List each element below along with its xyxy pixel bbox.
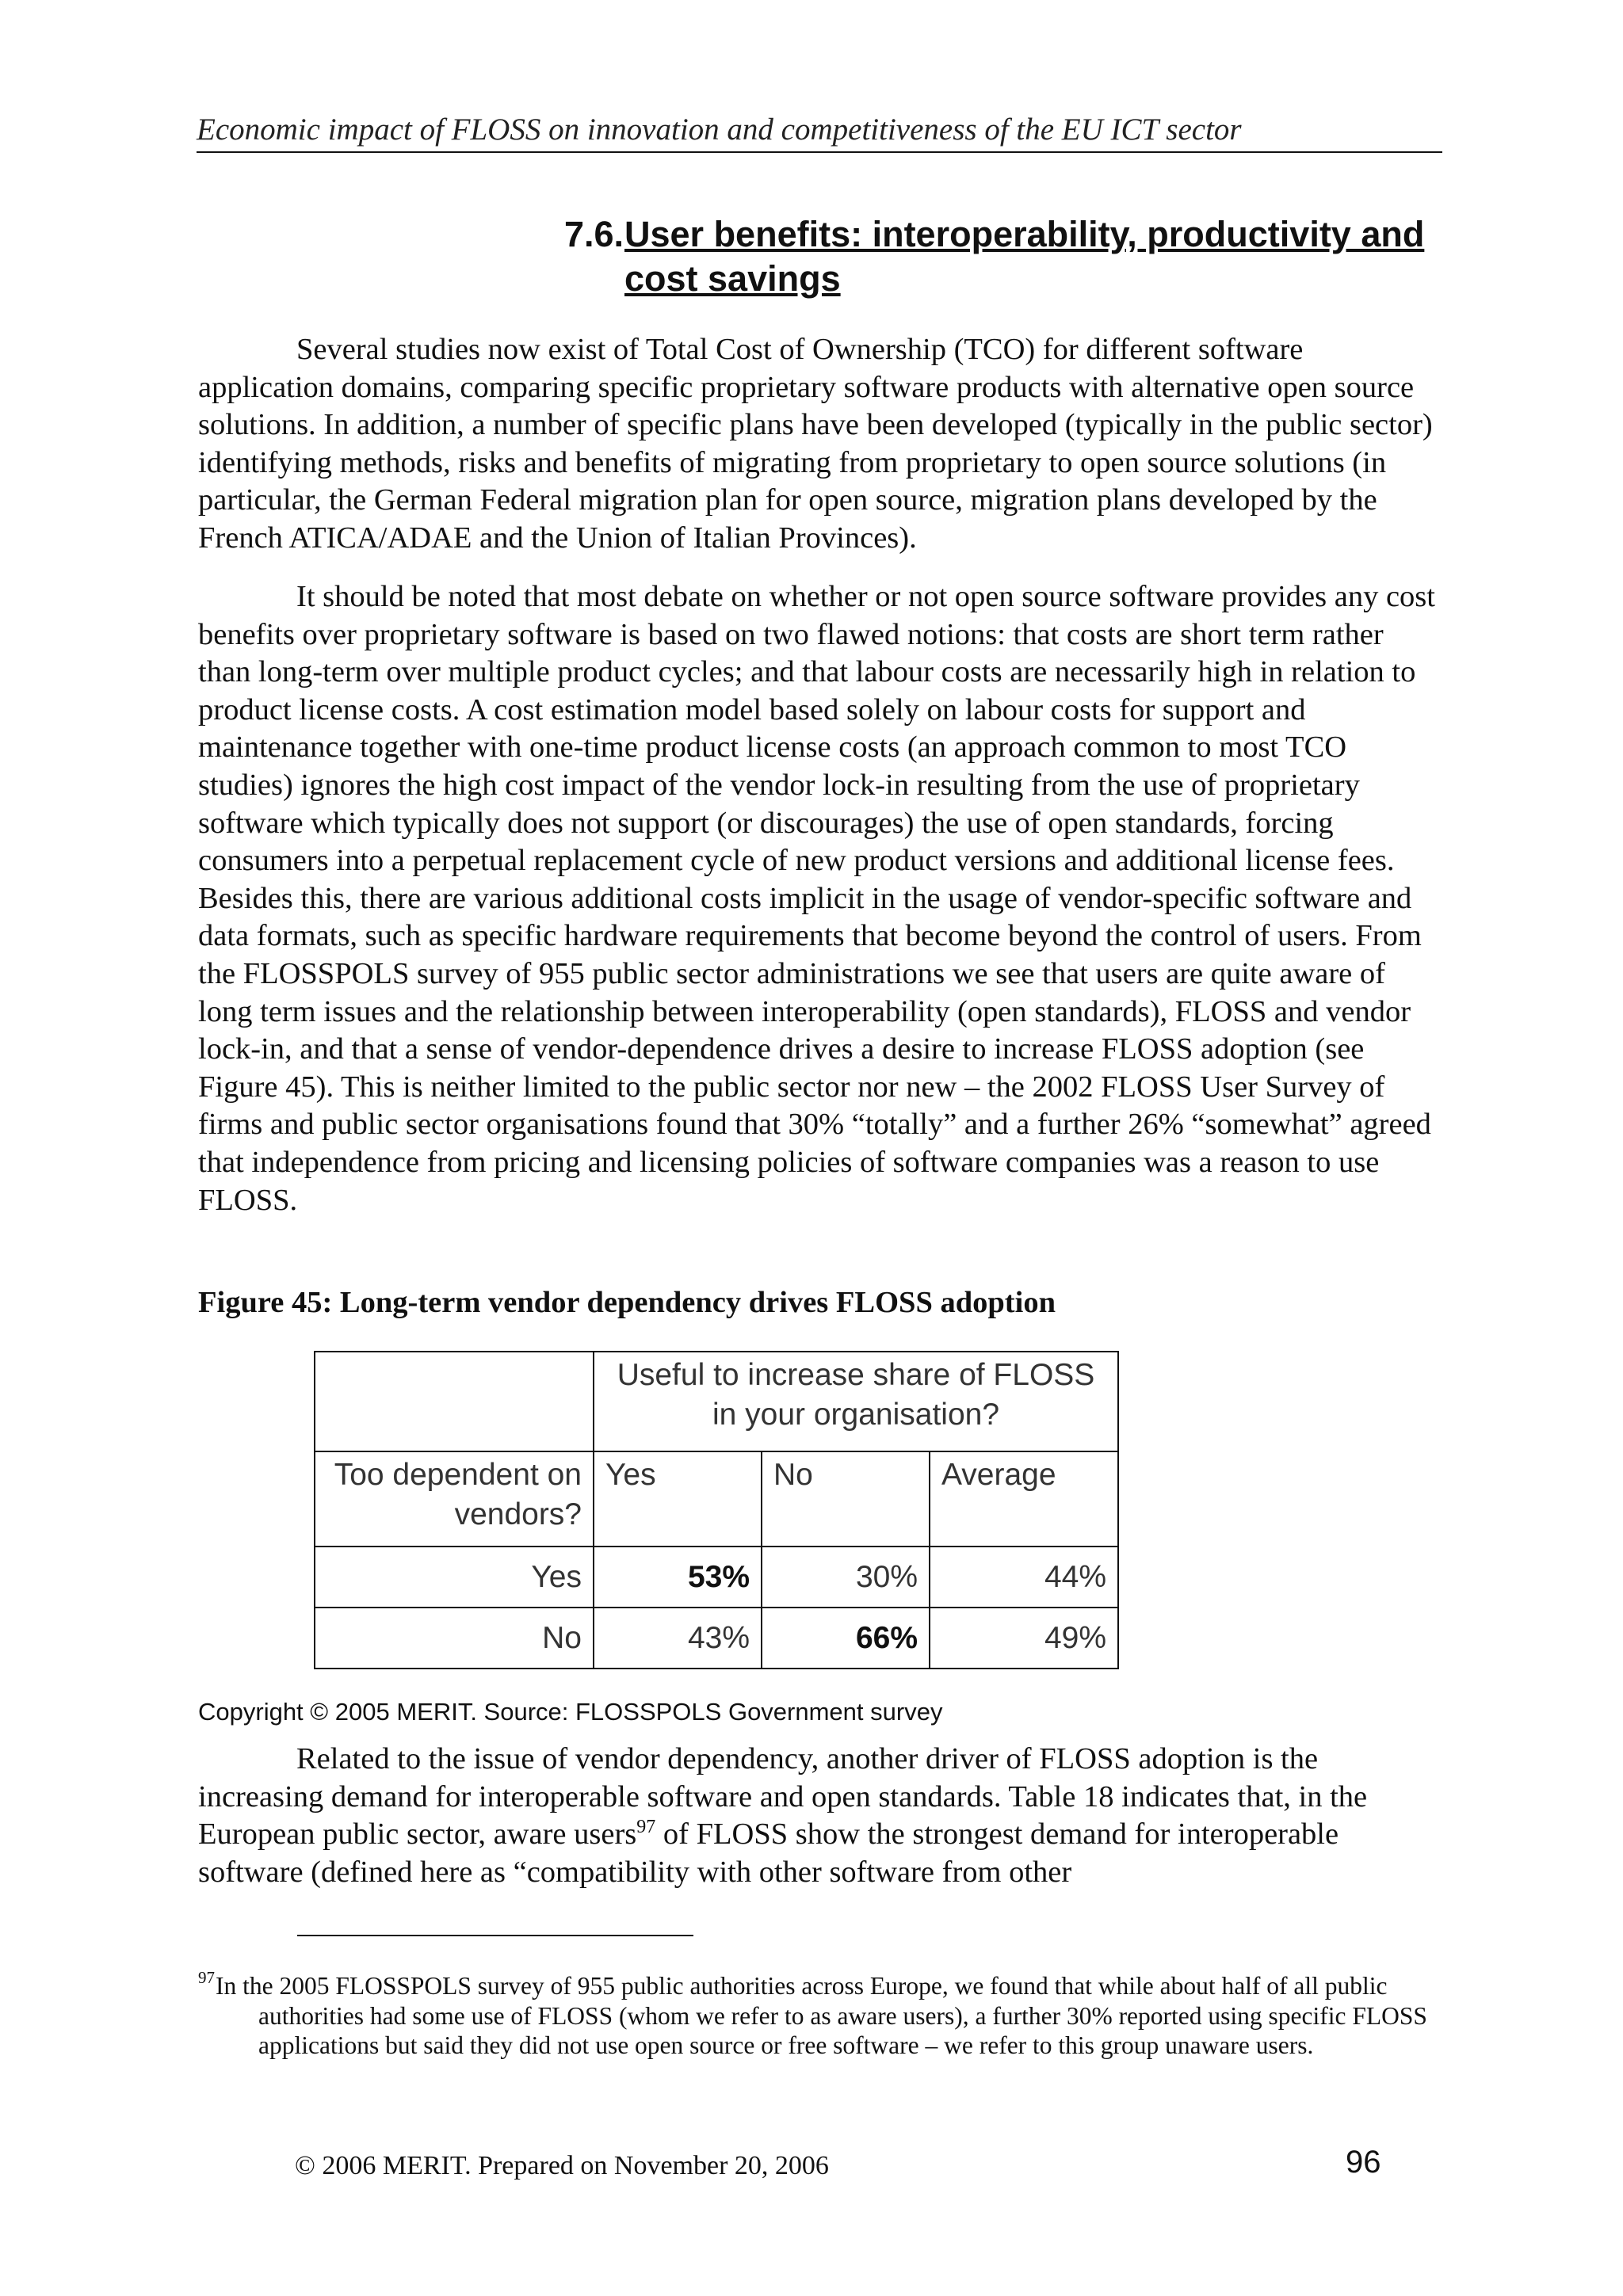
footnote-reference[interactable]: 97 — [636, 1817, 656, 1838]
col-label-average: Average — [930, 1451, 1118, 1547]
vendor-dependency-table — [314, 1351, 1119, 1669]
page-number: 96 — [1346, 2145, 1381, 2180]
table-row — [315, 1608, 1118, 1669]
paragraph-text: Related to the issue of vendor dependency, another driver of FLOSS adoption is the increasing demand for interoperable software and open standards. Table 18 indicates that, in the European public sector, aware users — [198, 1742, 1368, 1852]
col-label-yes: Yes — [594, 1451, 762, 1547]
table-cell: 66% — [762, 1608, 930, 1669]
table-subheader-row — [315, 1451, 1118, 1547]
table-corner-cell — [315, 1352, 594, 1451]
footnote-number: 97 — [198, 1968, 215, 1987]
section-heading — [564, 212, 1452, 301]
paragraph-tco-studies: Several studies now exist of Total Cost of Ownership (TCO) for different software application domains, comparing specific proprietary software products with alternative open source solutions. In addition, a number of specific plans have been developed (typically in the public sector) identifying methods, risks and benefits of migrating from proprietary to open source solutions (in particular, the German Federal migration plan for open source, migration plans developed by the French ATICA/ADAE and the Union of Italian Provinces). — [198, 333, 1433, 555]
table-cell: 49% — [930, 1608, 1118, 1669]
row-label-no: No — [315, 1608, 594, 1669]
footnote-text: In the 2005 FLOSSPOLS survey of 955 public authorities across Europe, we found that while about half of all public authorities had some use of FLOSS (whom we refer to as aware users), a further 30% reported using specific FLOSS applications but said they did not use open source or free software – we refer to this group unaware users. — [216, 1972, 1427, 2059]
table-cell: 43% — [594, 1608, 762, 1669]
page-footer: © 2006 MERIT. Prepared on November 20, 2006 — [295, 2151, 829, 2180]
footnote-divider — [297, 1935, 693, 1936]
table-cell: 53% — [594, 1547, 762, 1608]
column-question-header: Useful to increase share of FLOSS in your organisation? — [594, 1352, 1118, 1451]
paragraph-text: of FLOSS show the strongest demand for interoperable software (defined here as “compatibility with other software from other — [198, 1817, 1339, 1889]
table-cell: 44% — [930, 1547, 1118, 1608]
running-header: Economic impact of FLOSS on innovation and competitiveness of the EU ICT sector — [197, 111, 1442, 153]
figure-source: Copyright © 2005 MERIT. Source: FLOSSPOLS Government survey — [198, 1698, 943, 1726]
figure-caption: Figure 45: Long-term vendor dependency drives FLOSS adoption — [198, 1286, 1056, 1319]
row-label-yes: Yes — [315, 1547, 594, 1608]
table-header-row — [315, 1352, 1118, 1451]
row-question-header: Too dependent on vendors? — [315, 1451, 594, 1547]
table-row — [315, 1547, 1118, 1608]
section-title: User benefits: interoperability, productivity and cost savings — [624, 214, 1425, 299]
paragraph-cost-debate: It should be noted that most debate on whether or not open source software provides any cost benefits over proprietary software is based on two flawed notions: that costs are short term rather than long-term over multiple product cycles; and that labour costs are necessarily high in relation to product license costs. A cost estimation model based solely on labour costs for support and maintenance together with one-time product license costs (an approach common to most TCO studies) ignores the high cost impact of the vendor lock-in resulting from the use of proprietary software which typically does not support (or discourages) the use of open standards, forcing consumers into a perpetual replacement cycle of new product versions and additional license fees. Besides this, there are various additional costs implicit in the usage of vendor-specific software and data formats, such as specific hardware requirements that become beyond the control of users. From the FLOSSPOLS survey of 955 public sector administrations we see that users are quite aware of long term issues and the relationship between interoperability (open standards), FLOSS and vendor lock-in, and that a sense of vendor-dependence drives a desire to increase FLOSS adoption (see Figure 45). This is neither limited to the public sector nor new – the 2002 FLOSS User Survey of firms and public sector organisations found that 30% “totally” and a further 26% “somewhat” agreed that independence from pricing and licensing policies of software companies was a reason to use FLOSS. — [198, 580, 1435, 1217]
section-number: 7.6. — [564, 214, 624, 254]
table-cell: 30% — [762, 1547, 930, 1608]
col-label-no: No — [762, 1451, 930, 1547]
paragraph-interoperability — [198, 1741, 1442, 1891]
footnote — [198, 1968, 1442, 2061]
